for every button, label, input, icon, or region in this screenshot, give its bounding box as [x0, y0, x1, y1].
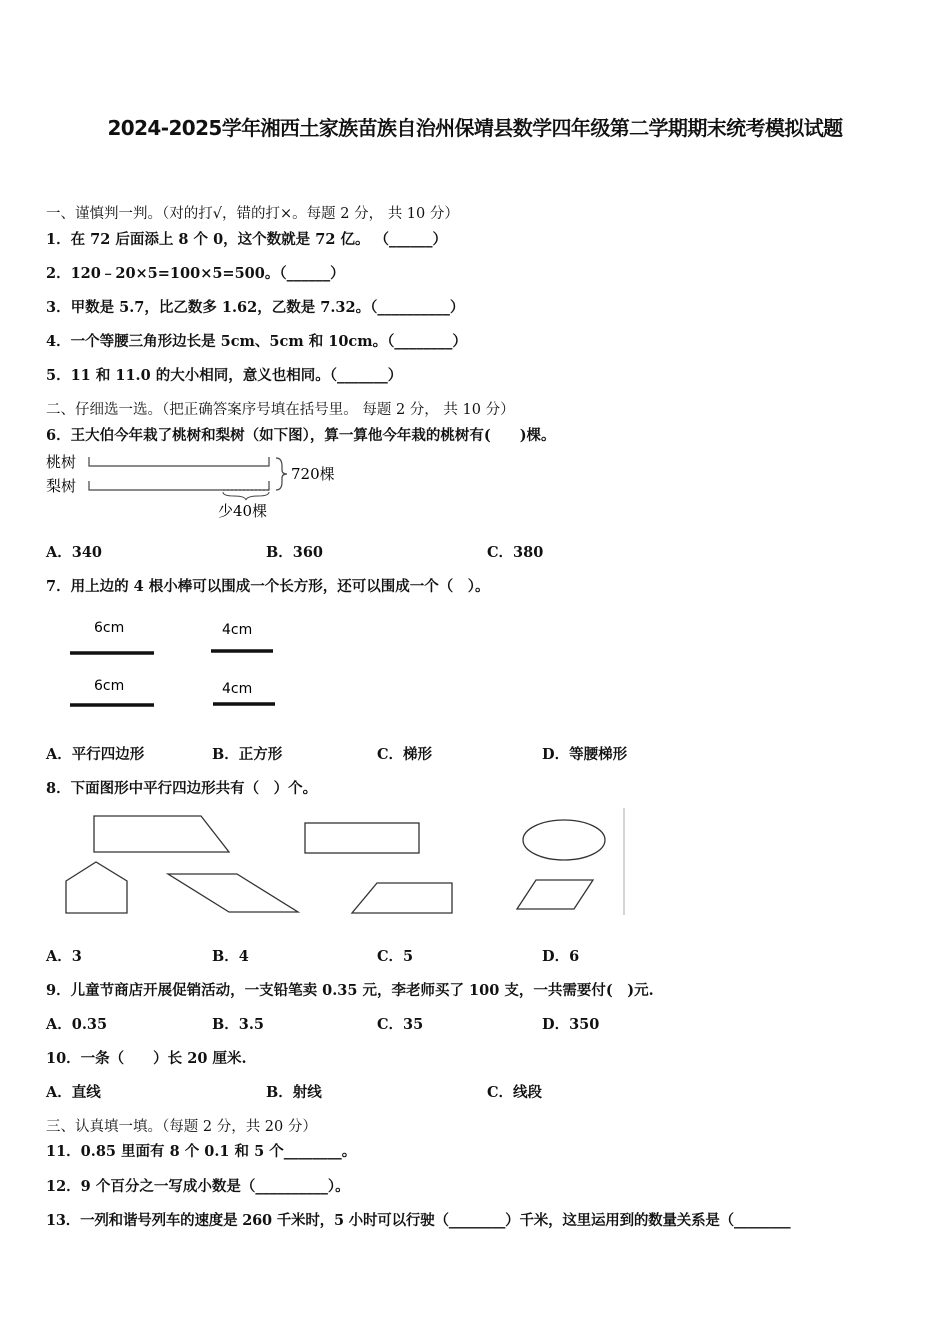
rectangle-shape [305, 823, 419, 853]
q7-option-b[interactable]: B．正方形 [212, 746, 283, 763]
pentagon-shape [66, 862, 127, 913]
q6-option-c[interactable]: C．380 [487, 544, 544, 561]
q8-option-b[interactable]: B．4 [212, 948, 249, 965]
q6-option-b[interactable]: B．360 [266, 544, 324, 561]
stick-label-3: 6cm [94, 678, 125, 694]
question-6: 6．王大伯今年栽了桃树和梨树（如下图），算一算他今年栽的桃树有( )棵。 [46, 427, 556, 444]
right-trapezoid-shape [352, 883, 452, 913]
question-10: 10．一条（ ）长 20 厘米. [46, 1050, 247, 1067]
q8-option-a[interactable]: A．3 [46, 948, 82, 965]
question-5: 5．11 和 11.0 的大小相同，意义也相同。（_______） [46, 367, 403, 384]
question-8: 8．下面图形中平行四边形共有（ ）个。 [46, 780, 318, 797]
q6-option-a[interactable]: A．340 [46, 544, 103, 561]
small-parallelogram-shape [517, 880, 593, 909]
q10-option-c[interactable]: C．线段 [487, 1084, 543, 1101]
peach-segment [89, 457, 269, 466]
less-brace [223, 492, 269, 500]
q8-shapes-figure [55, 805, 635, 920]
section-2-heading: 二、仔细选一选。（把正确答案序号填在括号里。 每题 2 分， 共 10 分） [46, 402, 515, 418]
pear-label: 梨树 [46, 477, 77, 495]
q7-option-a[interactable]: A．平行四边形 [46, 746, 145, 763]
q6-tree-diagram [40, 448, 360, 524]
q10-option-a[interactable]: A．直线 [46, 1084, 101, 1101]
question-1: 1．在 72 后面添上 8 个 0，这个数就是 72 亿。 （______） [46, 231, 448, 248]
q7-option-d[interactable]: D．等腰梯形 [542, 746, 628, 763]
q9-option-a[interactable]: A．0.35 [46, 1016, 108, 1033]
question-2: 2．120﹣20×5=100×5=500。（______） [46, 265, 345, 282]
pear-segment [89, 481, 269, 490]
q10-option-b[interactable]: B．射线 [266, 1084, 322, 1101]
q8-option-d[interactable]: D．6 [542, 948, 580, 965]
section-1-heading: 一、谨慎判一判。（对的打√，错的打×。每题 2 分， 共 10 分） [46, 206, 459, 222]
slanted-parallelogram-shape [168, 874, 298, 912]
q9-option-b[interactable]: B．3.5 [212, 1016, 264, 1033]
question-9: 9．儿童节商店开展促销活动，一支铅笔卖 0.35 元，李老师买了 100 支，一共需要付( )元. [46, 982, 654, 999]
less-label: 少40棵 [218, 502, 268, 520]
section-3-heading: 三、认真填一填。（每题 2 分，共 20 分） [46, 1119, 317, 1135]
trapezoid-shape [94, 816, 229, 852]
ellipse-shape [523, 820, 605, 860]
q9-option-d[interactable]: D．350 [542, 1016, 600, 1033]
q9-option-c[interactable]: C．35 [377, 1016, 424, 1033]
stick-label-1: 6cm [94, 620, 125, 636]
q7-sticks-figure [60, 608, 300, 718]
peach-label: 桃树 [46, 453, 77, 471]
stick-label-2: 4cm [222, 622, 253, 638]
question-12: 12．9 个百分之一写成小数是（__________）。 [46, 1178, 350, 1195]
question-11: 11．0.85 里面有 8 个 0.1 和 5 个________。 [46, 1143, 357, 1160]
question-13: 13．一列和谐号列车的速度是 260 千米时，5 小时可以行驶（________）千米，这里运用到的数量关系是（________ [46, 1212, 791, 1229]
total-brace [276, 458, 287, 490]
page-title: 2024-2025学年湘西土家族苗族自治州保靖县数学四年级第二学期期末统考模拟试题 [107, 116, 843, 140]
q8-option-c[interactable]: C．5 [377, 948, 414, 965]
question-4: 4．一个等腰三角形边长是 5cm、5cm 和 10cm。（________） [46, 333, 467, 350]
total-label: 720棵 [291, 465, 335, 483]
q7-option-c[interactable]: C．梯形 [377, 746, 433, 763]
question-7: 7．用上边的 4 根小棒可以围成一个长方形，还可以围成一个（ ）。 [46, 578, 490, 595]
question-3: 3．甲数是 5.7，比乙数多 1.62，乙数是 7.32。（__________） [46, 299, 465, 316]
stick-label-4: 4cm [222, 681, 253, 697]
